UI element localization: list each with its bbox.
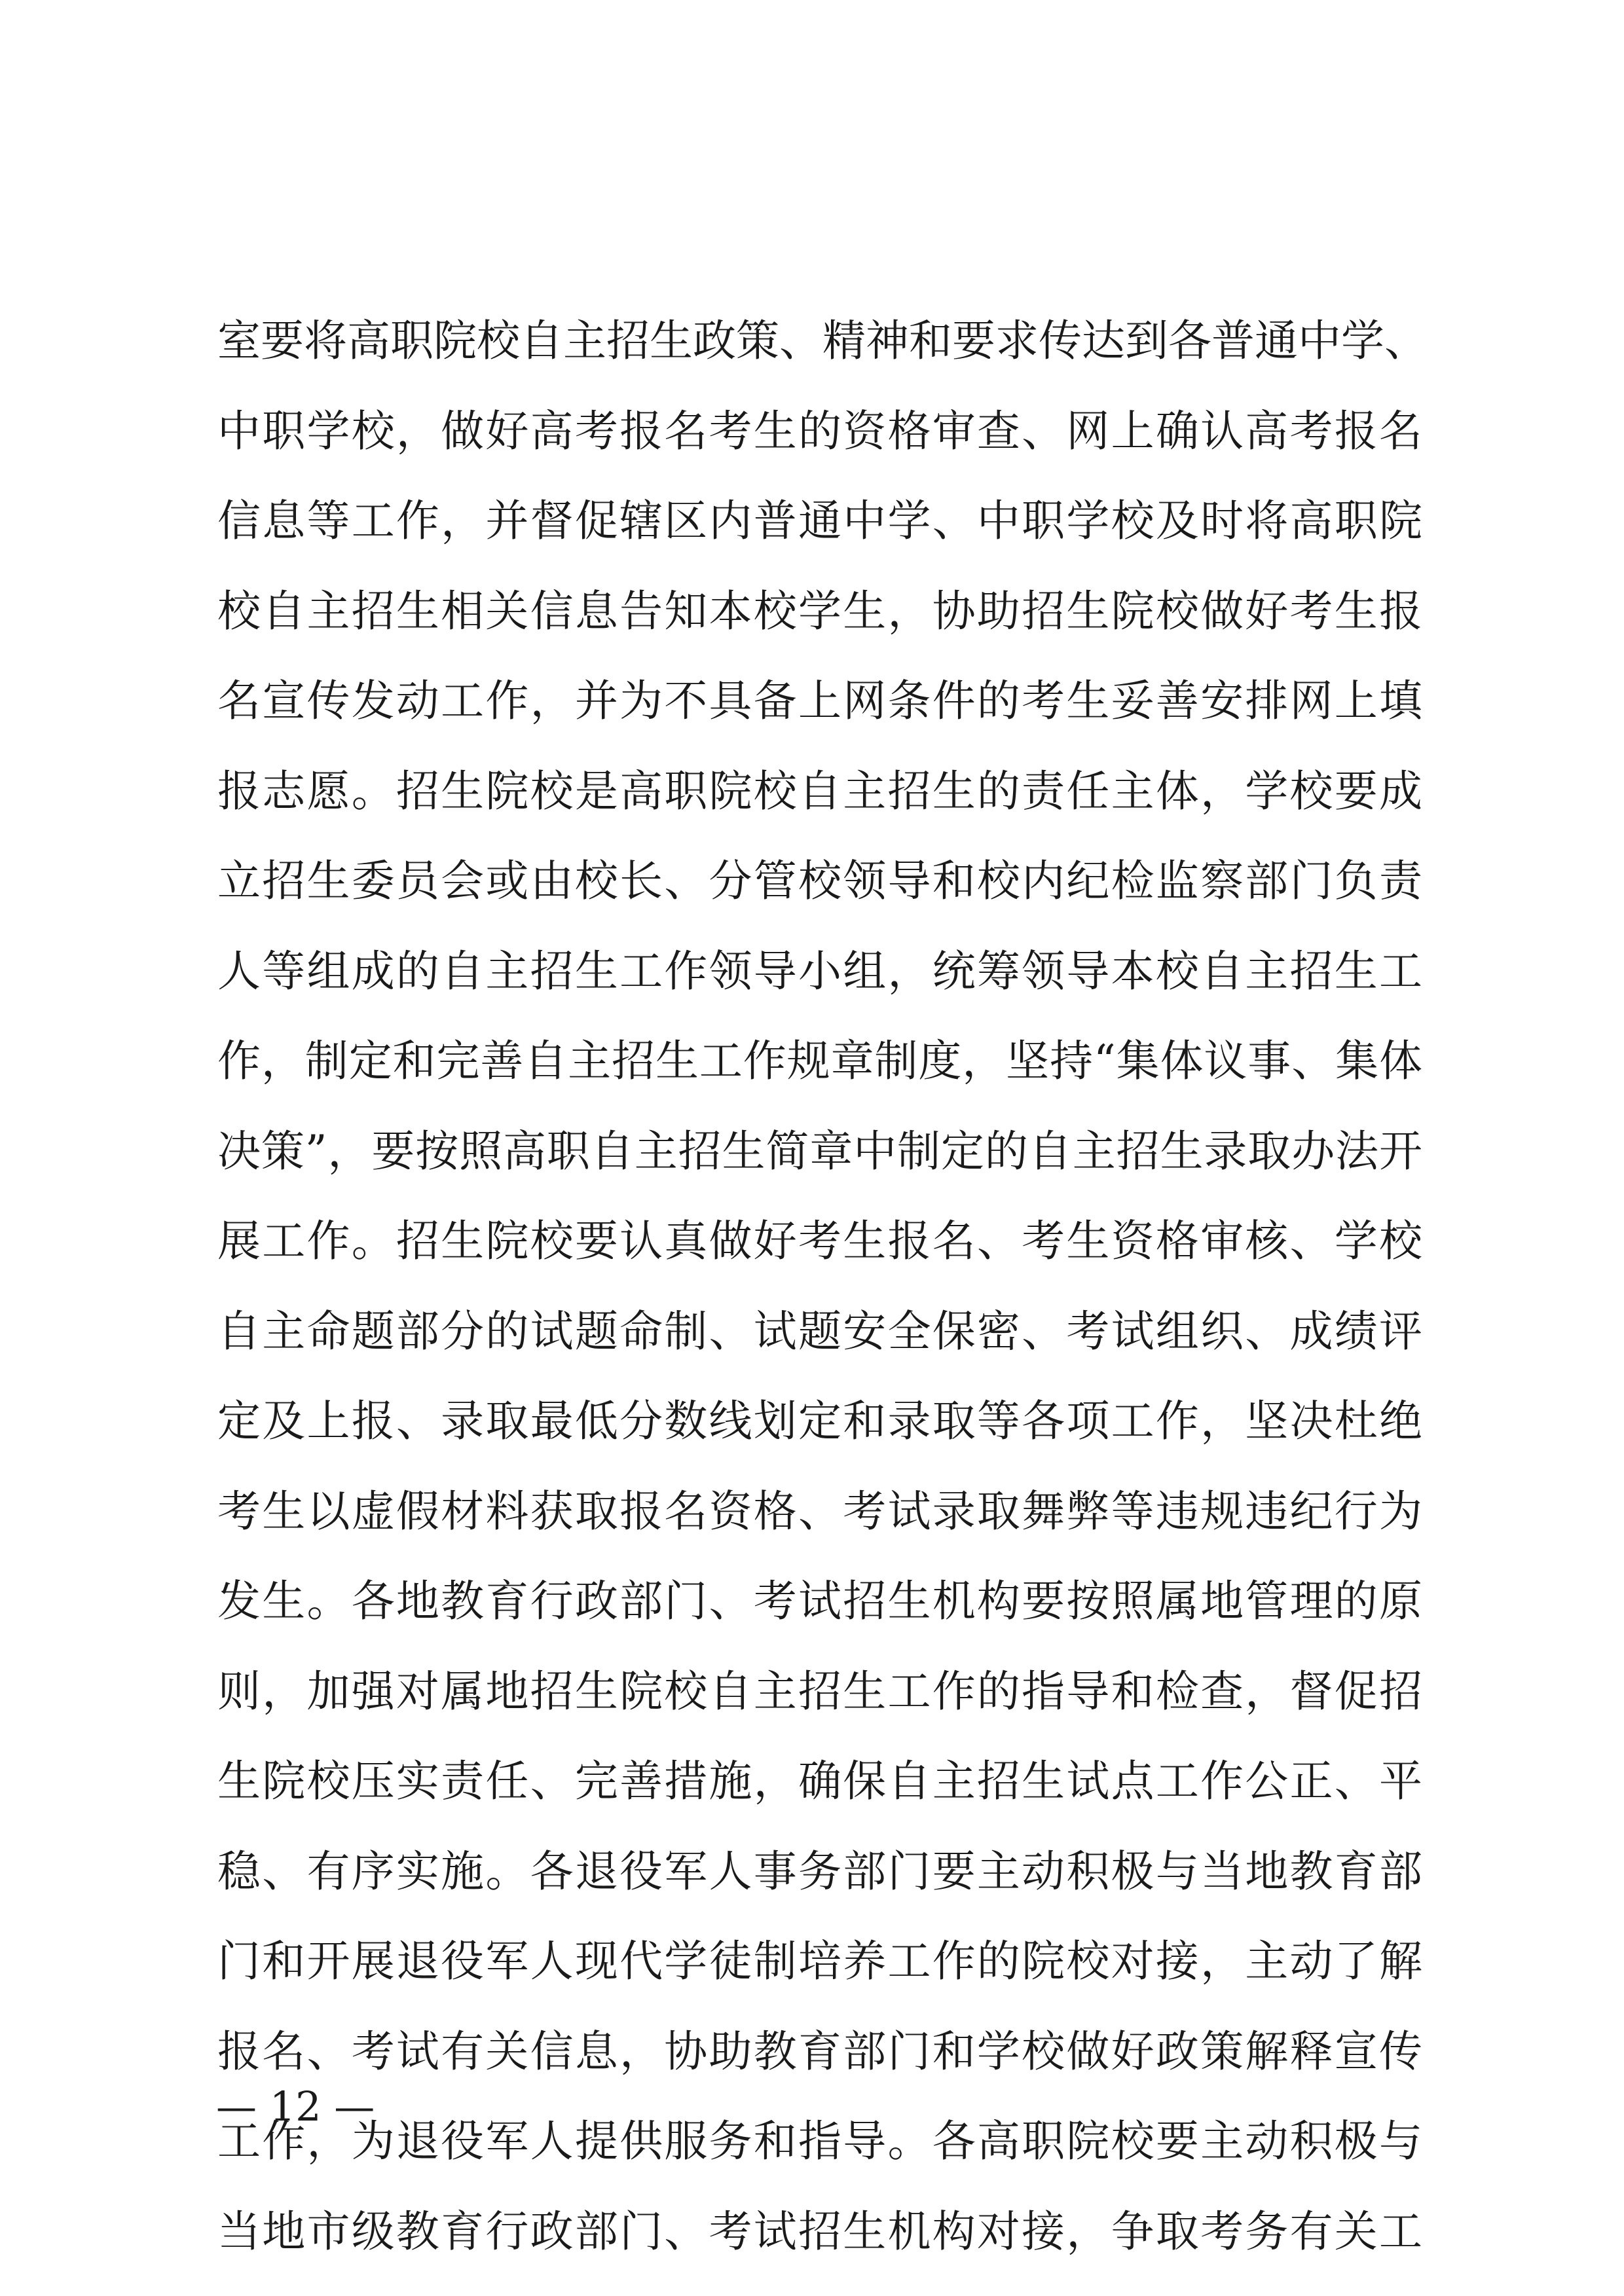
text-line-5: 名宣传发动工作，并为不具备上网条件的考生妥善安排网上填 (217, 676, 1422, 726)
text-line-20: 报名、考试有关信息，协助教育部门和学校做好政策解释宣传 (217, 2026, 1422, 2077)
text-line-9: 作，制定和完善自主招生工作规章制度，坚持“集体议事、集体 (217, 1036, 1422, 1086)
text-line-17: 生院校压实责任、完善措施，确保自主招生试点工作公正、平 (217, 1756, 1422, 1806)
text-line-16: 则，加强对属地招生院校自主招生工作的指导和检查，督促招 (217, 1666, 1422, 1717)
text-line-6: 报志愿。招生院校是高职院校自主招生的责任主体，学校要成 (217, 765, 1422, 816)
text-line-22: 当地市级教育行政部门、考试招生机构对接，争取考务有关工 (217, 2206, 1422, 2257)
text-line-7: 立招生委员会或由校长、分管校领导和校内纪检监察部门负责 (217, 856, 1422, 906)
text-line-15: 发生。各地教育行政部门、考试招生机构要按照属地管理的原 (217, 1576, 1422, 1626)
text-line-18: 稳、有序实施。各退役军人事务部门要主动积极与当地教育部 (217, 1846, 1422, 1897)
text-line-10: 决策”，要按照高职自主招生简章中制定的自主招生录取办法开 (217, 1125, 1422, 1176)
text-line-4: 校自主招生相关信息告知本校学生，协助招生院校做好考生报 (217, 585, 1422, 636)
text-line-13: 定及上报、录取最低分数线划定和录取等各项工作，坚决杜绝 (217, 1396, 1422, 1446)
text-line-12: 自主命题部分的试题命制、试题安全保密、考试组织、成绩评 (217, 1305, 1422, 1357)
text-line-14: 考生以虚假材料获取报名资格、考试录取舞弊等违规违纪行为 (217, 1485, 1422, 1537)
text-line-19: 门和开展退役军人现代学徒制培养工作的院校对接，主动了解 (217, 1936, 1422, 1986)
text-line-21: 工作，为退役军人提供服务和指导。各高职院校要主动积极与 (217, 2116, 1422, 2166)
text-line-1: 室要将高职院校自主招生政策、精神和要求传达到各普通中学、 (217, 316, 1428, 366)
text-line-8: 人等组成的自主招生工作领导小组，统筹领导本校自主招生工 (217, 945, 1422, 996)
text-line-3: 信息等工作，并督促辖区内普通中学、中职学校及时将高职院 (217, 496, 1422, 546)
page-number: — 12 — (216, 2083, 375, 2130)
body-text (217, 296, 1428, 2276)
text-line-11: 展工作。招生院校要认真做好考生报名、考生资格审核、学校 (217, 1216, 1422, 1266)
text-line-2: 中职学校，做好高考报名考生的资格审查、网上确认高考报名 (217, 405, 1422, 456)
